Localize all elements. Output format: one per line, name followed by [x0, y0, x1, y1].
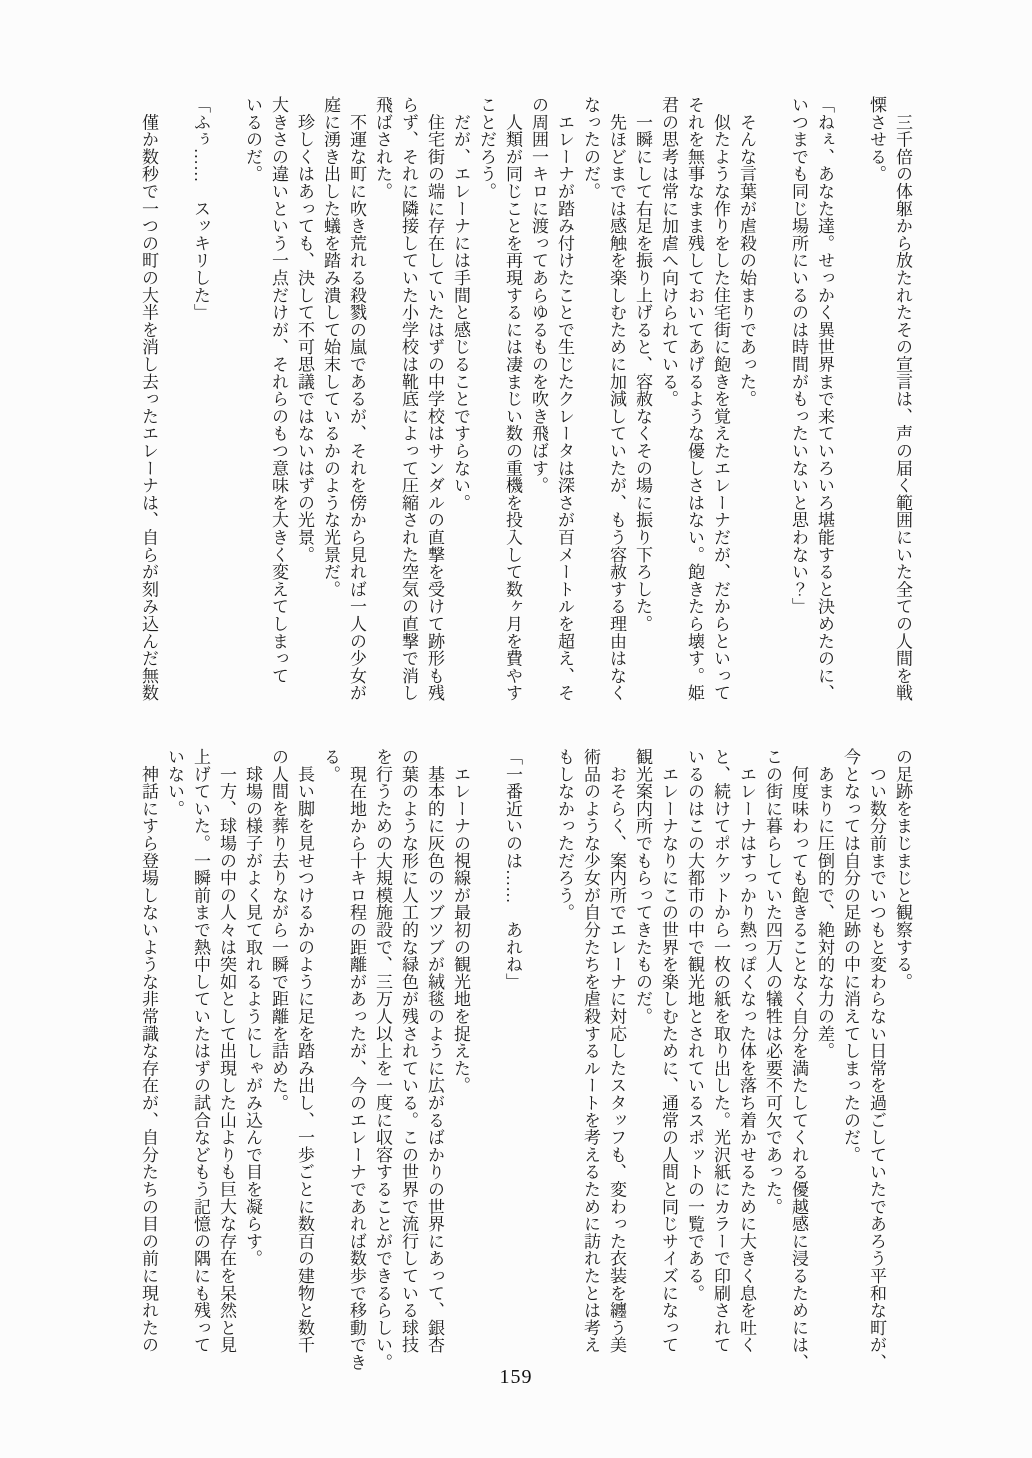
blank-column	[213, 96, 239, 710]
text-column-line: の周囲一キロに渡ってあらゆるものを吹き飛ばす。	[529, 96, 548, 494]
text-column-line: もしなかっただろう。	[555, 748, 574, 921]
text-column-line: いない。	[165, 748, 184, 818]
text-column-line: 長い脚を見せつけるかのように足を踏み出し、一歩ごとに数百の建物と数千	[295, 748, 314, 1354]
text-column-line: 「ふぅ…… スッキリした」	[191, 96, 210, 321]
blank-column	[525, 748, 551, 1362]
text-column-line: 三千倍の体躯から放たれたその宣言は、声の届く範囲にいた全ての人間を戦	[893, 96, 912, 702]
text-column-line: 一方、球場の中の人々は突如として出現した山よりも巨大な存在を呆然と見	[217, 748, 236, 1354]
text-column-line: と、続けてポケットから一枚の紙を取り出した。光沢紙にカラーで印刷されて	[711, 748, 730, 1354]
text-column-line: 人類が同じことを再現するには凄まじい数の重機を投入して数ヶ月を費やす	[503, 96, 522, 702]
text-column-line: 珍しくはあっても、決して不可思議ではないはずの光景。	[295, 96, 314, 564]
text-column-line: 神話にすら登場しないような非常識な存在が、自分たちの目の前に現れたの	[139, 748, 158, 1354]
text-column-line: 似たような作りをした住宅街に飽きを覚えたエレーナだが、だからといって	[711, 96, 730, 702]
blank-column	[161, 96, 187, 710]
text-column-line: 住宅街の端に存在していたはずの中学校はサンダルの直撃を受けて跡形も残	[425, 96, 444, 702]
text-column-line: 観光案内所でもらってきたものだ。	[633, 748, 652, 1025]
text-column-line: らず、それに隣接していた小学校は靴底によって圧縮された空気の直撃で消し	[399, 96, 418, 702]
text-column-line: エレーナの視線が最初の観光地を捉えた。	[451, 748, 470, 1094]
text-column-line: 現在地から十キロ程の距離があったが、今のエレーナであれば数歩で移動でき	[347, 748, 366, 1371]
text-column-line: いるのだ。	[243, 96, 262, 183]
text-column-line: 上げていた。一瞬前まで熱中していたはずの試合などもう記憶の隅にも残って	[191, 748, 210, 1354]
text-column-line: 大きさの違いという一点だけが、それらのもつ意味を大きく変えてしまって	[269, 96, 288, 685]
text-column-line: 基本的に灰色のツブツブが絨毯のように広がるばかりの世界にあって、銀杏	[425, 748, 444, 1354]
text-column-line: ことだろう。	[477, 96, 496, 200]
text-column-line: 「一番近いのは…… あれね」	[503, 748, 522, 991]
text-column-line: の葉のような形に人工的な緑色が残されている。この世界で流行している球技	[399, 748, 418, 1354]
text-column-line: それを無事なまま残しておいてあげるような優しさはない。飽きたら壊す。姫	[685, 96, 704, 702]
text-column-line: なったのだ。	[581, 96, 600, 200]
text-column-line: 庭に湧き出した蟻を踏み潰して始末しているかのような光景だ。	[321, 96, 340, 598]
text-column-line: 「ねぇ、あなた達。せっかく異世界まで来ていろいろ堪能すると決めたのに、	[815, 96, 834, 702]
text-column-line: いつまでも同じ場所にいるのは時間がもったいないと思わない？」	[789, 96, 808, 615]
text-column-line: の人間を葬り去りながら一瞬で距離を詰めた。	[269, 748, 288, 1112]
text-column-line: る。	[321, 748, 340, 783]
text-column-line: 何度味わっても飽きることなく自分を満たしてくれる優越感に浸るためには、	[789, 748, 808, 1371]
text-column-line: 今となっては自分の足跡の中に消えてしまったのだ。	[841, 748, 860, 1164]
text-column-line: 球場の様子がよく見て取れるようにしゃがみ込んで目を凝らす。	[243, 748, 262, 1267]
page-number: 159	[499, 1366, 533, 1388]
text-block-bottom	[135, 748, 915, 1371]
text-column-line: 飛ばされた。	[373, 96, 392, 200]
blank-column	[759, 96, 785, 710]
text-column-line: 術品のような少女が自分たちを虐殺するルートを考えるために訪れたとは考え	[581, 748, 600, 1354]
text-column-line: 慄させる。	[867, 96, 886, 183]
blank-column	[473, 748, 499, 1362]
text-column-line: 一瞬にして右足を振り上げると、容赦なくその場に振り下ろした。	[633, 96, 652, 633]
text-column-line: の足跡をまじまじと観察する。	[893, 748, 912, 991]
text-column-line: 不運な町に吹き荒れる殺戮の嵐であるが、それを傍から見れば一人の少女が	[347, 96, 366, 702]
text-column-line: だが、エレーナには手間と感じることですらない。	[451, 96, 470, 512]
text-block-top	[135, 96, 915, 710]
text-column-line: エレーナなりにこの世界を楽しむために、通常の人間と同じサイズになって	[659, 748, 678, 1354]
text-column-line: おそらく、案内所でエレーナに対応したスタッフも、変わった衣装を纏う美	[607, 748, 626, 1354]
text-column-line: この街に暮らしていた四万人の犠牲は必要不可欠であった。	[763, 748, 782, 1216]
text-column-line: 僅か数秒で一つの町の大半を消し去ったエレーナは、自らが刻み込んだ無数	[139, 96, 158, 702]
blank-column	[837, 96, 863, 710]
text-column-line: 君の思考は常に加虐へ向けられている。	[659, 96, 678, 408]
text-column-line: いるのはこの大都市の中で観光地とされているスポットの一覧である。	[685, 748, 704, 1302]
text-column-line: エレーナが踏み付けたことで生じたクレータは深さが百メートルを超え、そ	[555, 96, 574, 702]
text-column-line: つい数分前までいつもと変わらない日常を過ごしていたであろう平和な町が、	[867, 748, 886, 1371]
text-column-line: を行うための大規模施設で、三万人以上を一度に収容することができるらしい。	[373, 748, 392, 1371]
text-column-line: そんな言葉が虐殺の始まりであった。	[737, 96, 756, 408]
text-column-line: 先ほどまでは感触を楽しむために加減していたが、もう容赦する理由はなく	[607, 96, 626, 702]
text-column-line: エレーナはすっかり熱っぽくなった体を落ち着かせるために大きく息を吐く	[737, 748, 756, 1354]
text-column-line: あまりに圧倒的で、絶対的な力の差。	[815, 748, 834, 1060]
